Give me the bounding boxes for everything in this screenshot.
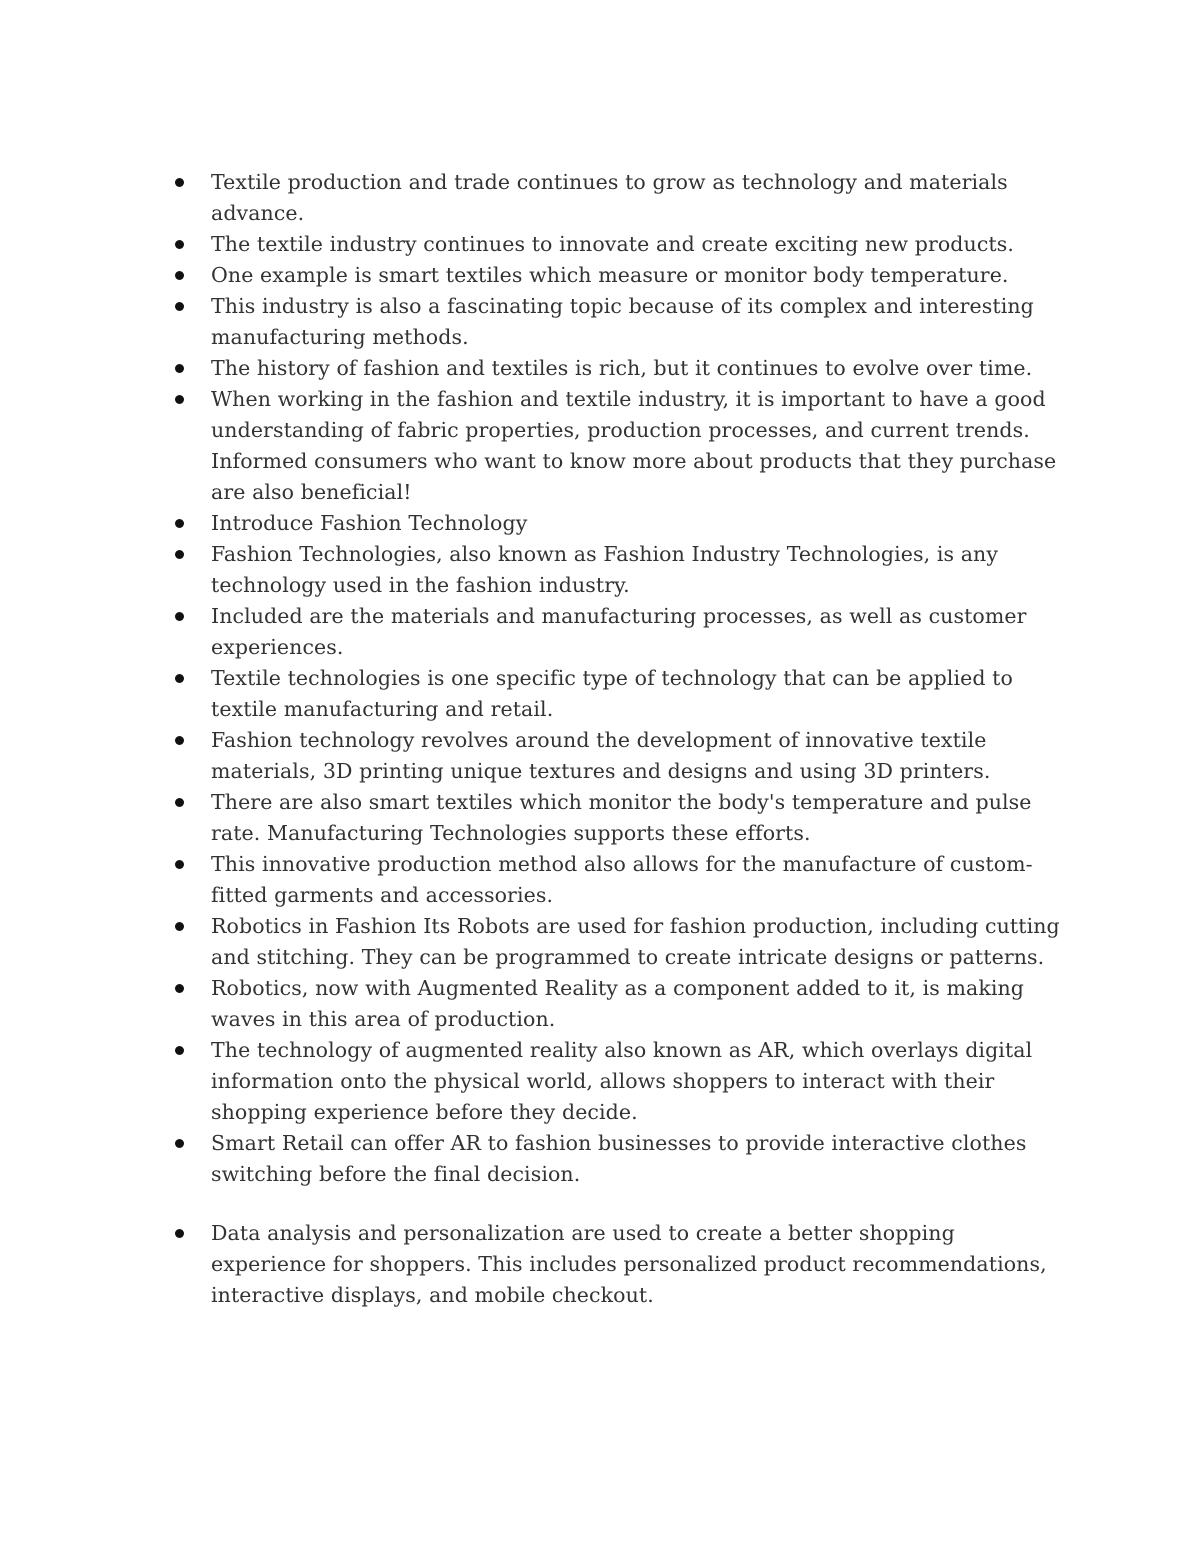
bullet-icon: [175, 674, 184, 683]
list-item-text: This industry is also a fascinating topic because of its complex and interesting manufacturing methods.: [211, 294, 1034, 349]
list-item: [172, 787, 1072, 849]
list-item: [172, 539, 1072, 601]
bullet-icon: [175, 922, 184, 931]
list-item: [172, 508, 1072, 539]
list-item-text: Fashion Technologies, also known as Fashion Industry Technologies, is any technology used in the fashion industry.: [211, 542, 999, 597]
bullet-icon: [175, 519, 184, 528]
bullet-icon: [175, 395, 184, 404]
list-item-text: Fashion technology revolves around the development of innovative textile materials, 3D printing unique textures and designs and using 3D printers.: [211, 728, 991, 783]
list-item: [172, 601, 1072, 663]
list-item-text: Textile production and trade continues to grow as technology and materials advance.: [211, 170, 1008, 225]
list-item: [172, 384, 1072, 508]
bullet-icon: [175, 1046, 184, 1055]
bullet-icon: [175, 1229, 184, 1238]
bullet-icon: [175, 302, 184, 311]
list-item: [172, 725, 1072, 787]
list-item-text: There are also smart textiles which monitor the body's temperature and pulse rate. Manufacturing Technologies supports these efforts.: [211, 790, 1032, 845]
list-item-text: This innovative production method also allows for the manufacture of custom-fitted garments and accessories.: [211, 852, 1033, 907]
bullet-icon: [175, 984, 184, 993]
list-item-text: The technology of augmented reality also known as AR, which overlays digital information onto the physical world, allows shoppers to interact with their shopping experience before they decide.: [211, 1038, 1033, 1124]
bullet-icon: [175, 736, 184, 745]
list-item: [172, 229, 1072, 260]
bullet-icon: [175, 271, 184, 280]
list-item-text: Textile technologies is one specific type of technology that can be applied to textile manufacturing and retail.: [211, 666, 1013, 721]
bullet-icon: [175, 612, 184, 621]
list-item: [172, 663, 1072, 725]
list-item: [172, 353, 1072, 384]
list-item-text: Smart Retail can offer AR to fashion businesses to provide interactive clothes switching before the final decision.: [211, 1131, 1027, 1186]
bullet-icon: [175, 798, 184, 807]
list-item: [172, 167, 1072, 229]
list-item: [172, 1128, 1072, 1190]
list-item-text: The history of fashion and textiles is rich, but it continues to evolve over time.: [211, 356, 1033, 380]
bullet-icon: [175, 364, 184, 373]
bullet-icon: [175, 550, 184, 559]
bullet-icon: [175, 240, 184, 249]
list-item-text: Data analysis and personalization are used to create a better shopping experience for shoppers. This includes personalized product recommendations, interactive displays, and mobile checkout.: [211, 1221, 1047, 1307]
list-item: [172, 1035, 1072, 1128]
bullet-icon: [175, 178, 184, 187]
list-item: [172, 291, 1072, 353]
list-item-text: The textile industry continues to innovate and create exciting new products.: [211, 232, 1014, 256]
list-item-text: When working in the fashion and textile industry, it is important to have a good understanding of fabric properties, production processes, and current trends. Informed consumers who want to know more about products that they purchase are also beneficial!: [211, 387, 1057, 504]
bullet-icon: [175, 1139, 184, 1148]
list-item-text: Included are the materials and manufacturing processes, as well as customer experiences.: [211, 604, 1027, 659]
list-item-text: One example is smart textiles which measure or monitor body temperature.: [211, 263, 1009, 287]
list-item: [172, 849, 1072, 911]
bullet-icon: [175, 860, 184, 869]
list-item: [172, 911, 1072, 973]
list-item-text: Robotics in Fashion Its Robots are used for fashion production, including cutting and stitching. They can be programmed to create intricate designs or patterns.: [211, 914, 1060, 969]
bullet-list: [172, 167, 1072, 1311]
list-item-text: Introduce Fashion Technology: [211, 511, 528, 535]
list-item: [172, 1218, 1072, 1311]
list-item: [172, 973, 1072, 1035]
list-item-text: Robotics, now with Augmented Reality as a component added to it, is making waves in this area of production.: [211, 976, 1025, 1031]
list-item: [172, 260, 1072, 291]
